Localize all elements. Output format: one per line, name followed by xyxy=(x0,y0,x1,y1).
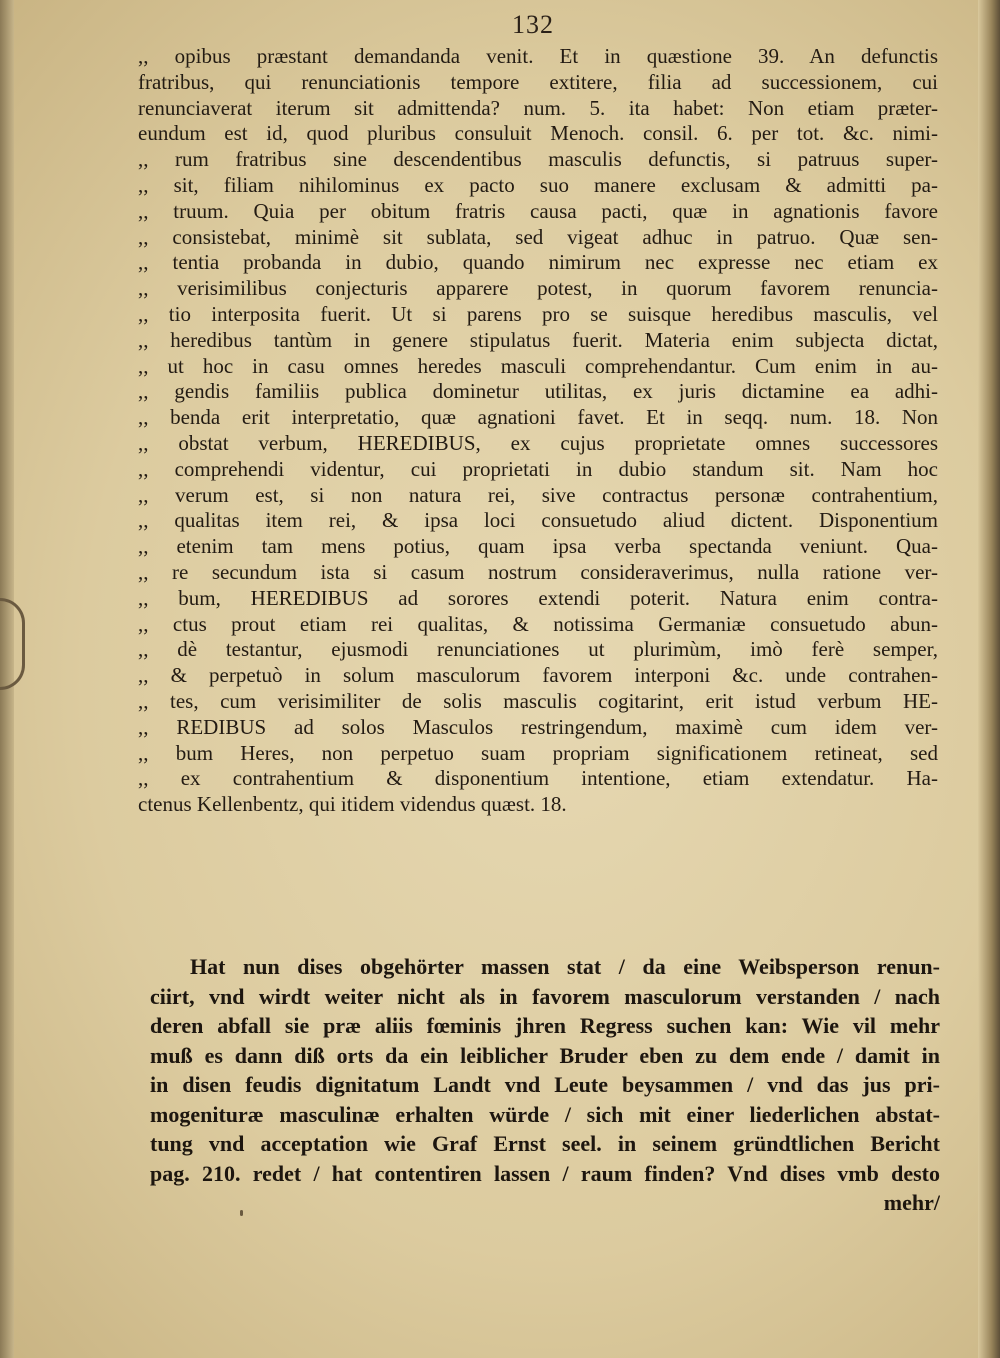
german-line: muß es dann diß orts da ein leiblicher Bruder eben zu dem ende / damit in xyxy=(150,1042,940,1068)
binding-clasp-mark xyxy=(0,598,25,690)
latin-line: ,, truum. Quia per obitum fratris causa pacti, quæ in agnationis favore xyxy=(138,198,938,223)
latin-line: fratribus, qui renunciationis tempore extitere, filia ad successionem, cui xyxy=(138,69,938,94)
latin-line: ,, bum Heres, non perpetuo suam propriam significationem retineat, sed xyxy=(138,740,938,765)
latin-line: ,, verum est, si non natura rei, sive contractus personæ contrahentium, xyxy=(138,482,938,507)
latin-line: ,, dè testantur, ejusmodi renunciationes ut plurimùm, imò ferè semper, xyxy=(138,637,938,662)
german-line: deren abfall sie præ aliis fœminis jhren Regress suchen kan: Wie vil mehr xyxy=(150,1013,940,1038)
page-edge-shadow xyxy=(978,0,1000,1358)
latin-line: eundum est id, quod pluribus consuluit Menoch. consil. 6. per tot. &c. nimi- xyxy=(138,121,938,146)
latin-line: ,, sit, filiam nihilominus ex pacto suo manere exclusam & admitti pa- xyxy=(138,172,938,197)
latin-line: ,, qualitas item rei, & ipsa loci consuetudo aliud dictent. Disponentium xyxy=(138,508,938,533)
latin-line: ,, heredibus tantùm in genere stipulatus fuerit. Materia enim subjecta dictat, xyxy=(138,327,938,352)
catchword: mehr/ xyxy=(883,1190,940,1215)
latin-line: ,, gendis familiis publica dominetur utilitas, ex juris dictamine ea adhi- xyxy=(138,379,938,404)
latin-line: ,, & perpetuò in solum masculorum favorem interponi &c. unde contrahen- xyxy=(138,663,938,688)
german-line: tung vnd acceptation wie Graf Ernst seel. in seinem gründtlichen Bericht xyxy=(150,1131,940,1156)
latin-line: ,, etenim tam mens potius, quam ipsa verba spectanda veniunt. Qua- xyxy=(138,534,938,559)
latin-line: ,, comprehendi videntur, cui proprietati in dubio standum sit. Nam hoc xyxy=(138,456,938,481)
latin-line: ,, ex contrahentium & disponentium intentione, etiam extendatur. Ha- xyxy=(138,766,938,791)
german-line: Hat nun dises obgehörter massen stat / da eine Weibsperson renun- xyxy=(190,954,940,979)
german-line: in disen feudis dignitatum Landt vnd Leute beysammen / vnd das jus pri- xyxy=(150,1072,940,1097)
german-line: pag. 210. redet / hat contentiren lassen / raum finden? Vnd dises vmb desto xyxy=(150,1160,940,1186)
latin-line: ,, obstat verbum, HEREDIBUS, ex cujus proprietate omnes successores xyxy=(138,430,938,455)
latin-line: ,, ctus prout etiam rei qualitas, & notissima Germaniæ consuetudo abun- xyxy=(138,611,938,636)
latin-line: ,, re secundum ista si casum nostrum consideraverimus, nulla ratione ver- xyxy=(138,559,938,584)
latin-line: ,, bum, HEREDIBUS ad sorores extendi poterit. Natura enim contra- xyxy=(138,585,938,610)
latin-line: ,, REDIBUS ad solos Masculos restringendum, maximè cum idem ver- xyxy=(138,714,938,739)
page-number: 132 xyxy=(512,10,554,39)
latin-line: ,, verisimilibus conjecturis apparere potest, in quorum favorem renuncia- xyxy=(138,276,938,301)
latin-line: ,, ut hoc in casu omnes heredes masculi comprehendantur. Cum enim in au- xyxy=(138,353,938,378)
latin-line: ,, consistebat, minimè sit sublata, sed vigeat adhuc in patruo. Quæ sen- xyxy=(138,224,938,249)
german-line: ciirt, vnd wirdt weiter nicht als in favorem masculorum verstanden / nach xyxy=(150,983,940,1009)
latin-line: ,, benda erit interpretatio, quæ agnationi favet. Et in seqq. num. 18. Non xyxy=(138,405,938,430)
german-line: mogenituræ masculinæ erhalten würde / sich mit einer liederlichen abstat- xyxy=(150,1101,940,1127)
latin-line: ,, opibus præstant demandanda venit. Et in quæstione 39. An defunctis xyxy=(138,44,938,68)
latin-line: ctenus Kellenbentz, qui itidem videndus quæst. 18. xyxy=(138,792,567,817)
latin-line: ,, tentia probanda in dubio, quando nimirum nec expresse nec etiam ex xyxy=(138,250,938,275)
latin-quotation-block xyxy=(138,44,938,818)
german-paragraph xyxy=(150,952,940,1218)
latin-line: ,, tio interposita fuerit. Ut si parens pro se suisque heredibus masculis, vel xyxy=(138,301,938,326)
latin-line: ,, rum fratribus sine descendentibus masculis defunctis, si patruus super- xyxy=(138,147,938,172)
latin-line: renunciaverat iterum sit admittenda? num. 5. ita habet: Non etiam præter- xyxy=(138,95,938,120)
latin-line: ,, tes, cum verisimiliter de solis masculis cogitarint, erit istud verbum HE- xyxy=(138,688,938,713)
